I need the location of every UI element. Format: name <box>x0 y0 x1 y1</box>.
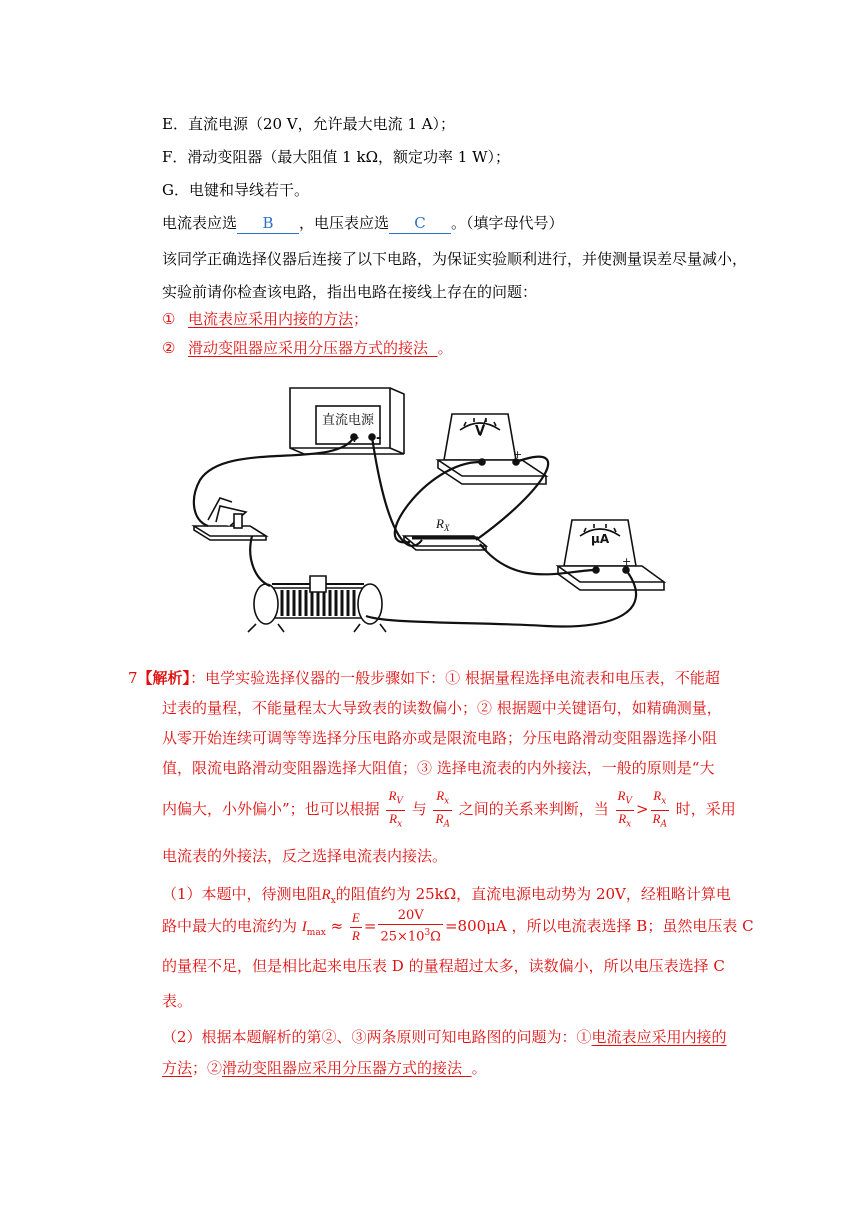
question-line-2: 实验前请你检查该电路，指出电路在接线上存在的问题： <box>162 283 538 301</box>
solution-line-4: 值，限流电路滑动变阻器选择大阻值；③ 选择电流表的内外接法，一般的原则是“大 <box>162 759 715 777</box>
answer-1-text: 电流表应采用内接的方法 <box>188 310 354 328</box>
fraction-rv-rx: $\frac{R_V}{R_x}$ <box>388 788 403 830</box>
solution-q2a: 方法 <box>162 1059 193 1077</box>
circuit-diagram <box>186 380 666 650</box>
solution-tag: 【解析】 <box>137 669 191 687</box>
solution-q1 <box>162 1027 732 1047</box>
solution-p1a: （1）本题中，待测电阻 <box>162 885 322 903</box>
ammeter-answer: B <box>237 213 299 234</box>
voltmeter-icon <box>438 414 546 484</box>
option-f: F．滑动变阻器（最大阻值 1 kΩ，额定功率 1 W）； <box>162 148 511 166</box>
solution-q2c: 滑动变阻器应采用分压器方式的接法 <box>222 1059 463 1077</box>
fraction-rx-ra: $\frac{R_x}{R_A}$ <box>435 788 450 830</box>
fraction-rv-rx-2: $\frac{R_V}{R_x}$ <box>617 788 632 830</box>
question-answer-line <box>162 213 564 234</box>
solution-line-2: 过表的量程，不能量程太大导致表的读数偏小；② 根据题中关键语句，如精确测量， <box>162 699 722 717</box>
solution-line-3: 从零开始连续可调等等选择分压电路亦或是限流电路；分压电路滑动变阻器选择小阻 <box>162 729 718 747</box>
solution-l5d: 时，采用 <box>675 800 736 819</box>
power-plus-sign: + <box>349 431 360 446</box>
solution-q2d: 。 <box>471 1059 487 1077</box>
answer-suffix: 。（填字母代号） <box>451 214 564 232</box>
solution-q2b: ；② <box>192 1059 223 1077</box>
solution-p1b: 的阻值约为 25kΩ，直流电源电动势为 20V，经粗略计算电 <box>335 885 731 903</box>
solution-q1a: （2）根据本题解析的第②、③两条原则可知电路图的问题为：① <box>162 1028 592 1046</box>
fraction-20v: $\frac{20V}{25\times 10^3\Omega}$ <box>380 908 441 945</box>
solution-p4: 表。 <box>162 992 193 1010</box>
solution-line-5 <box>162 788 736 832</box>
power-supply-label: 直流电源 <box>322 413 375 428</box>
power-minus-sign: - <box>376 431 382 446</box>
answer-1-number: ① <box>162 310 176 328</box>
answer-2-number: ② <box>162 339 176 357</box>
solution-p2: 路中最大的电流约为 $I_{max}$ ≈ $\frac{E}{R}$ = $\frac{20V}{25\times 10^3\Omega}$ =800μA ，所以电流表选择 B；虽然电压表 C <box>162 908 754 945</box>
solution-l5c: 之间的关系来判断，当 <box>458 800 609 819</box>
answer-2-text: 滑动变阻器应采用分压器方式的接法 <box>188 339 429 357</box>
microammeter-plus: + <box>622 555 632 568</box>
microammeter-icon <box>558 520 664 590</box>
option-e: E．直流电源（20 V，允许最大电流 1 A）； <box>162 115 456 133</box>
solution-p1: （1）本题中，待测电阻$R_x$的阻值约为 25kΩ，直流电源电动势为 20V，经粗略计算电 <box>162 885 731 906</box>
solution-q1b: 电流表应采用内接的 <box>591 1028 727 1046</box>
question-line-1: 该同学正确选择仪器后连接了以下电路，为保证实验顺利进行，并使测量误差尽量减小， <box>162 250 748 268</box>
answer-2-tail: 。 <box>437 339 453 357</box>
resistor-label: $R_X$ <box>436 516 450 533</box>
answer-1-tail: ； <box>353 310 369 328</box>
solution-p2b: ，所以电流表选择 B；虽然电压表 C <box>511 917 754 935</box>
ammeter-prompt: 电流表应选 <box>162 214 238 232</box>
solution-l5a: 内偏大，小外偏小”；也可以根据 <box>162 800 380 819</box>
solution-l5b: 与 <box>411 800 427 819</box>
voltmeter-label: V <box>475 424 486 439</box>
solution-q2 <box>162 1058 732 1078</box>
greater-than: > <box>635 800 649 819</box>
solution-line-1 <box>128 668 732 688</box>
fraction-e-r: $\frac{E}{R}$ <box>351 909 360 943</box>
solution-p2a: 路中最大的电流约为 <box>162 917 298 935</box>
fraction-rx-ra-2: $\frac{R_x}{R_A}$ <box>652 788 667 830</box>
solution-line-6: 电流表的外接法，反之选择电流表内接法。 <box>162 847 448 865</box>
solution-p3: 的量程不足，但是相比起来电压表 D 的量程超过太多，读数偏小，所以电压表选择 C <box>162 957 725 975</box>
resistor-rx-icon <box>404 536 486 550</box>
voltmeter-answer: C <box>389 213 451 234</box>
switch-icon <box>194 498 266 540</box>
answer-2 <box>162 338 453 358</box>
answer-1 <box>162 309 368 329</box>
voltmeter-plus: + <box>513 448 523 461</box>
solution-intro: ：电学实验选择仪器的一般步骤如下：① 根据量程选择电流表和电压表，不能超 <box>190 669 720 687</box>
voltmeter-prompt: ，电压表应选 <box>299 214 390 232</box>
solution-number: 7 <box>128 669 138 687</box>
max-current-result: 800μA <box>457 917 507 935</box>
microammeter-label: μA <box>591 532 610 546</box>
option-g: G．电键和导线若干。 <box>162 181 309 199</box>
